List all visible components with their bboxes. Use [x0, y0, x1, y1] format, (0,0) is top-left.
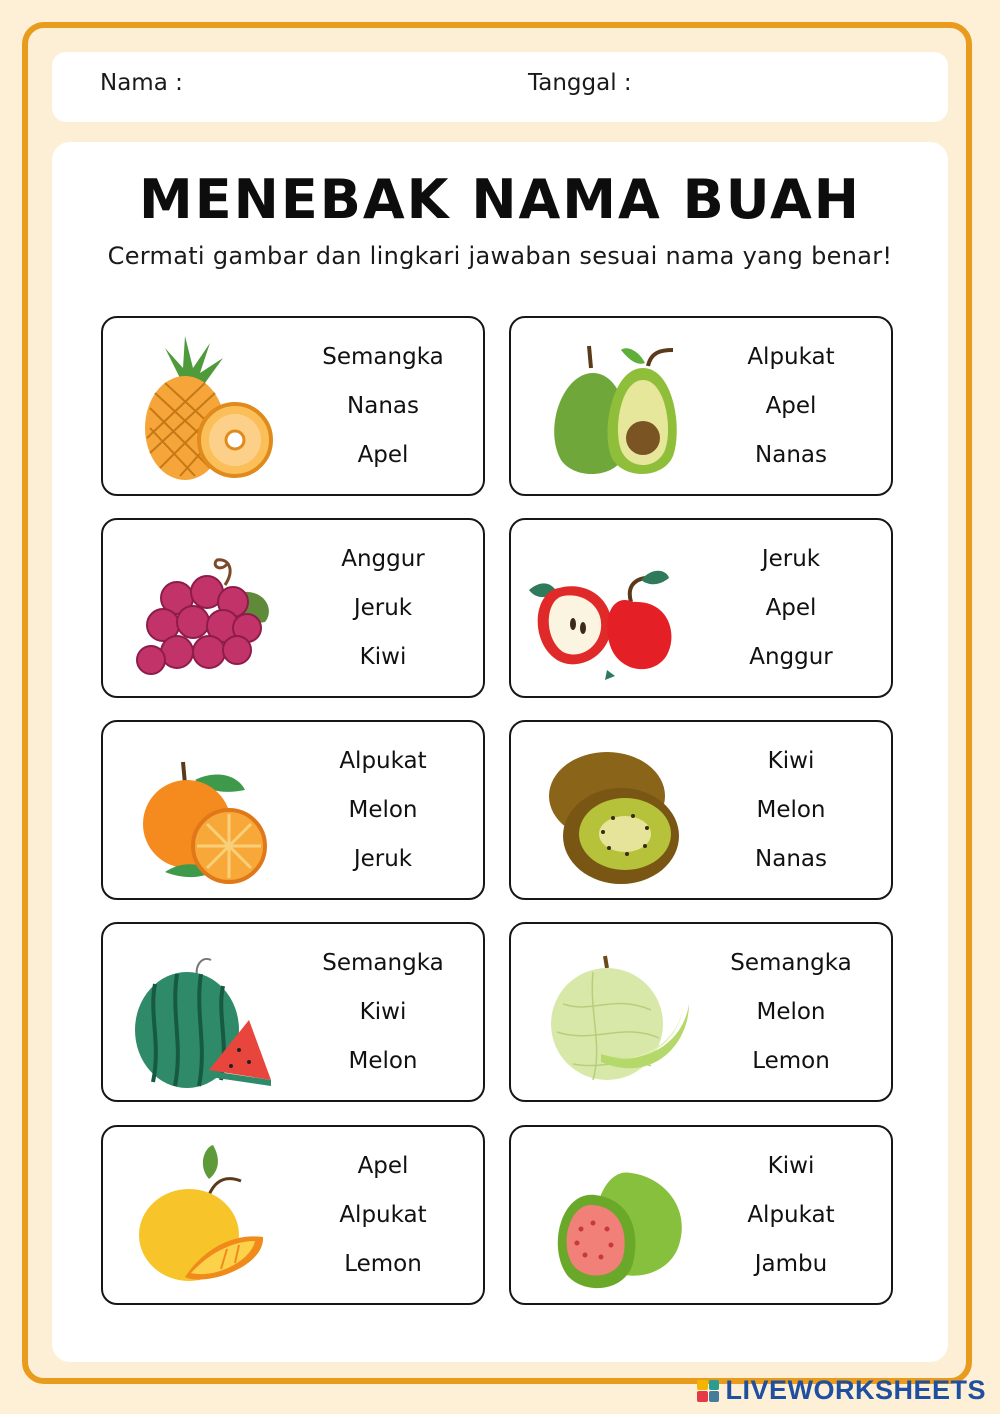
answer-option[interactable]: Nanas	[755, 441, 827, 468]
melon-icon	[533, 934, 693, 1094]
answer-option[interactable]: Kiwi	[359, 643, 407, 670]
answer-option[interactable]: Kiwi	[359, 998, 407, 1025]
question-card-avocado	[509, 316, 893, 496]
answer-options	[293, 318, 473, 494]
apple-icon	[521, 530, 681, 690]
page-title: MENEBAK NAMA BUAH	[139, 168, 861, 231]
answer-option[interactable]: Melon	[756, 998, 826, 1025]
answer-option[interactable]: Lemon	[344, 1250, 422, 1277]
answer-option[interactable]: Semangka	[322, 343, 444, 370]
answer-options	[293, 1127, 473, 1303]
liveworksheets-logo[interactable]	[697, 1375, 986, 1406]
answer-option[interactable]: Semangka	[730, 949, 852, 976]
answer-options	[293, 520, 473, 696]
answer-option[interactable]: Alpukat	[339, 1201, 427, 1228]
question-card-lemon	[101, 1125, 485, 1305]
answer-options	[701, 318, 881, 494]
guava-icon	[533, 1137, 693, 1297]
answer-options	[701, 1127, 881, 1303]
answer-option[interactable]: Nanas	[347, 392, 419, 419]
answer-options	[701, 722, 881, 898]
answer-option[interactable]: Anggur	[341, 545, 425, 572]
question-card-orange	[101, 720, 485, 900]
answer-option[interactable]: Melon	[348, 1047, 418, 1074]
watermelon-icon	[125, 934, 285, 1094]
date-label: Tanggal :	[528, 70, 632, 96]
orange-icon	[125, 732, 285, 892]
answer-option[interactable]: Lemon	[752, 1047, 830, 1074]
answer-option[interactable]: Jeruk	[353, 845, 413, 872]
answer-option[interactable]: Anggur	[749, 643, 833, 670]
question-card-kiwi	[509, 720, 893, 900]
answer-option[interactable]: Apel	[357, 441, 409, 468]
lemon-icon	[125, 1137, 285, 1297]
liveworksheets-badge-icon	[697, 1380, 719, 1402]
student-info-header	[52, 52, 948, 122]
answer-option[interactable]: Alpukat	[339, 747, 427, 774]
grapes-icon	[125, 530, 285, 690]
answer-option[interactable]: Kiwi	[767, 747, 815, 774]
answer-option[interactable]: Apel	[357, 1152, 409, 1179]
answer-option[interactable]: Kiwi	[767, 1152, 815, 1179]
answer-option[interactable]: Apel	[765, 392, 817, 419]
answer-option[interactable]: Melon	[756, 796, 826, 823]
question-card-apple	[509, 518, 893, 698]
answer-option[interactable]: Nanas	[755, 845, 827, 872]
instruction-text: Cermati gambar dan lingkari jawaban sesuai nama yang benar!	[107, 242, 893, 270]
answer-option[interactable]: Apel	[765, 594, 817, 621]
name-label: Nama :	[100, 70, 183, 96]
question-card-guava	[509, 1125, 893, 1305]
answer-options	[293, 924, 473, 1100]
pineapple-icon	[125, 328, 285, 488]
answer-option[interactable]: Alpukat	[747, 343, 835, 370]
question-card-pineapple	[101, 316, 485, 496]
brand-text: LIVEWORKSHEETS	[725, 1375, 986, 1405]
answer-option[interactable]: Jambu	[754, 1250, 828, 1277]
answer-options	[701, 520, 881, 696]
kiwi-icon	[533, 732, 693, 892]
question-card-melon	[509, 922, 893, 1102]
question-card-watermelon	[101, 922, 485, 1102]
answer-option[interactable]: Semangka	[322, 949, 444, 976]
question-card-grapes	[101, 518, 485, 698]
avocado-icon	[533, 328, 693, 488]
answer-option[interactable]: Jeruk	[761, 545, 821, 572]
answer-options	[701, 924, 881, 1100]
answer-option[interactable]: Alpukat	[747, 1201, 835, 1228]
answer-option[interactable]: Melon	[348, 796, 418, 823]
answer-options	[293, 722, 473, 898]
answer-option[interactable]: Jeruk	[353, 594, 413, 621]
